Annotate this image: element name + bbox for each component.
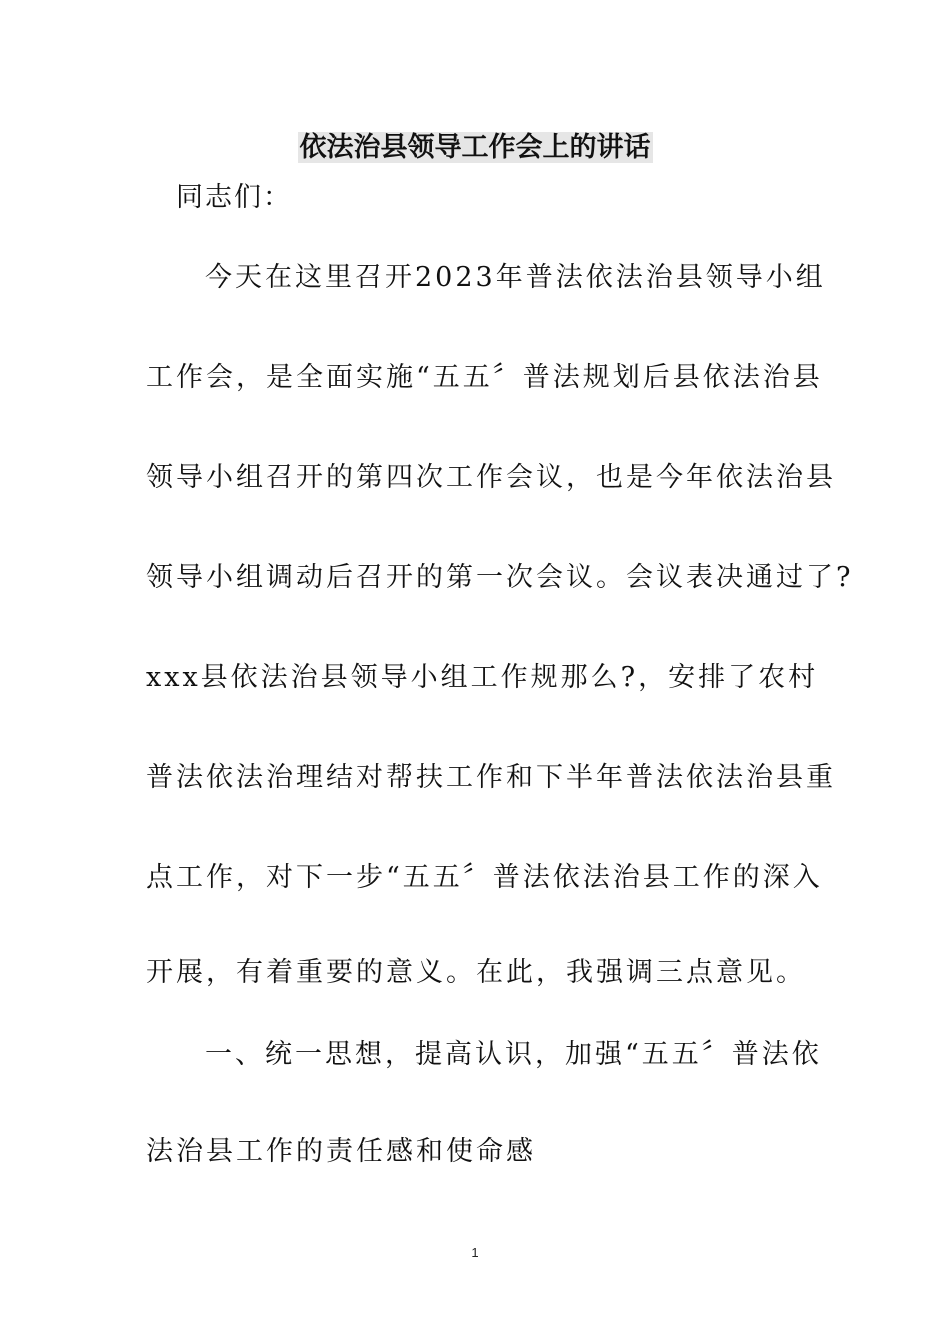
section-heading-line: 法治县工作的责任感和使命感 (146, 1136, 536, 1167)
paragraph-line: xxx县依法治县领导小组工作规那么?，安排了农村 (146, 662, 819, 693)
paragraph-line: 点工作，对下一步“五五〞普法依法治县工作的深入 (146, 862, 823, 893)
paragraph-line: 领导小组调动后召开的第一次会议。会议表决通过了? (146, 562, 854, 593)
document-title (0, 128, 950, 168)
paragraph-line: 领导小组召开的第四次工作会议，也是今年依法治县 (146, 462, 836, 493)
paragraph-line: 今天在这里召开2023年普法依法治县领导小组 (205, 262, 826, 293)
paragraph-line: 工作会，是全面实施“五五〞普法规划后县依法治县 (146, 362, 823, 393)
page-number: 1 (471, 1245, 479, 1260)
document-title-text: 依法治县领导工作会上的讲话 (299, 132, 651, 163)
section-heading-line: 一、统一思想，提高认识，加强“五五〞普法依 (205, 1039, 822, 1070)
salutation: 同志们： (176, 182, 292, 213)
paragraph-line: 开展，有着重要的意义。在此，我强调三点意见。 (146, 957, 806, 988)
paragraph-line: 普法依法治理结对帮扶工作和下半年普法依法治县重 (146, 762, 836, 793)
